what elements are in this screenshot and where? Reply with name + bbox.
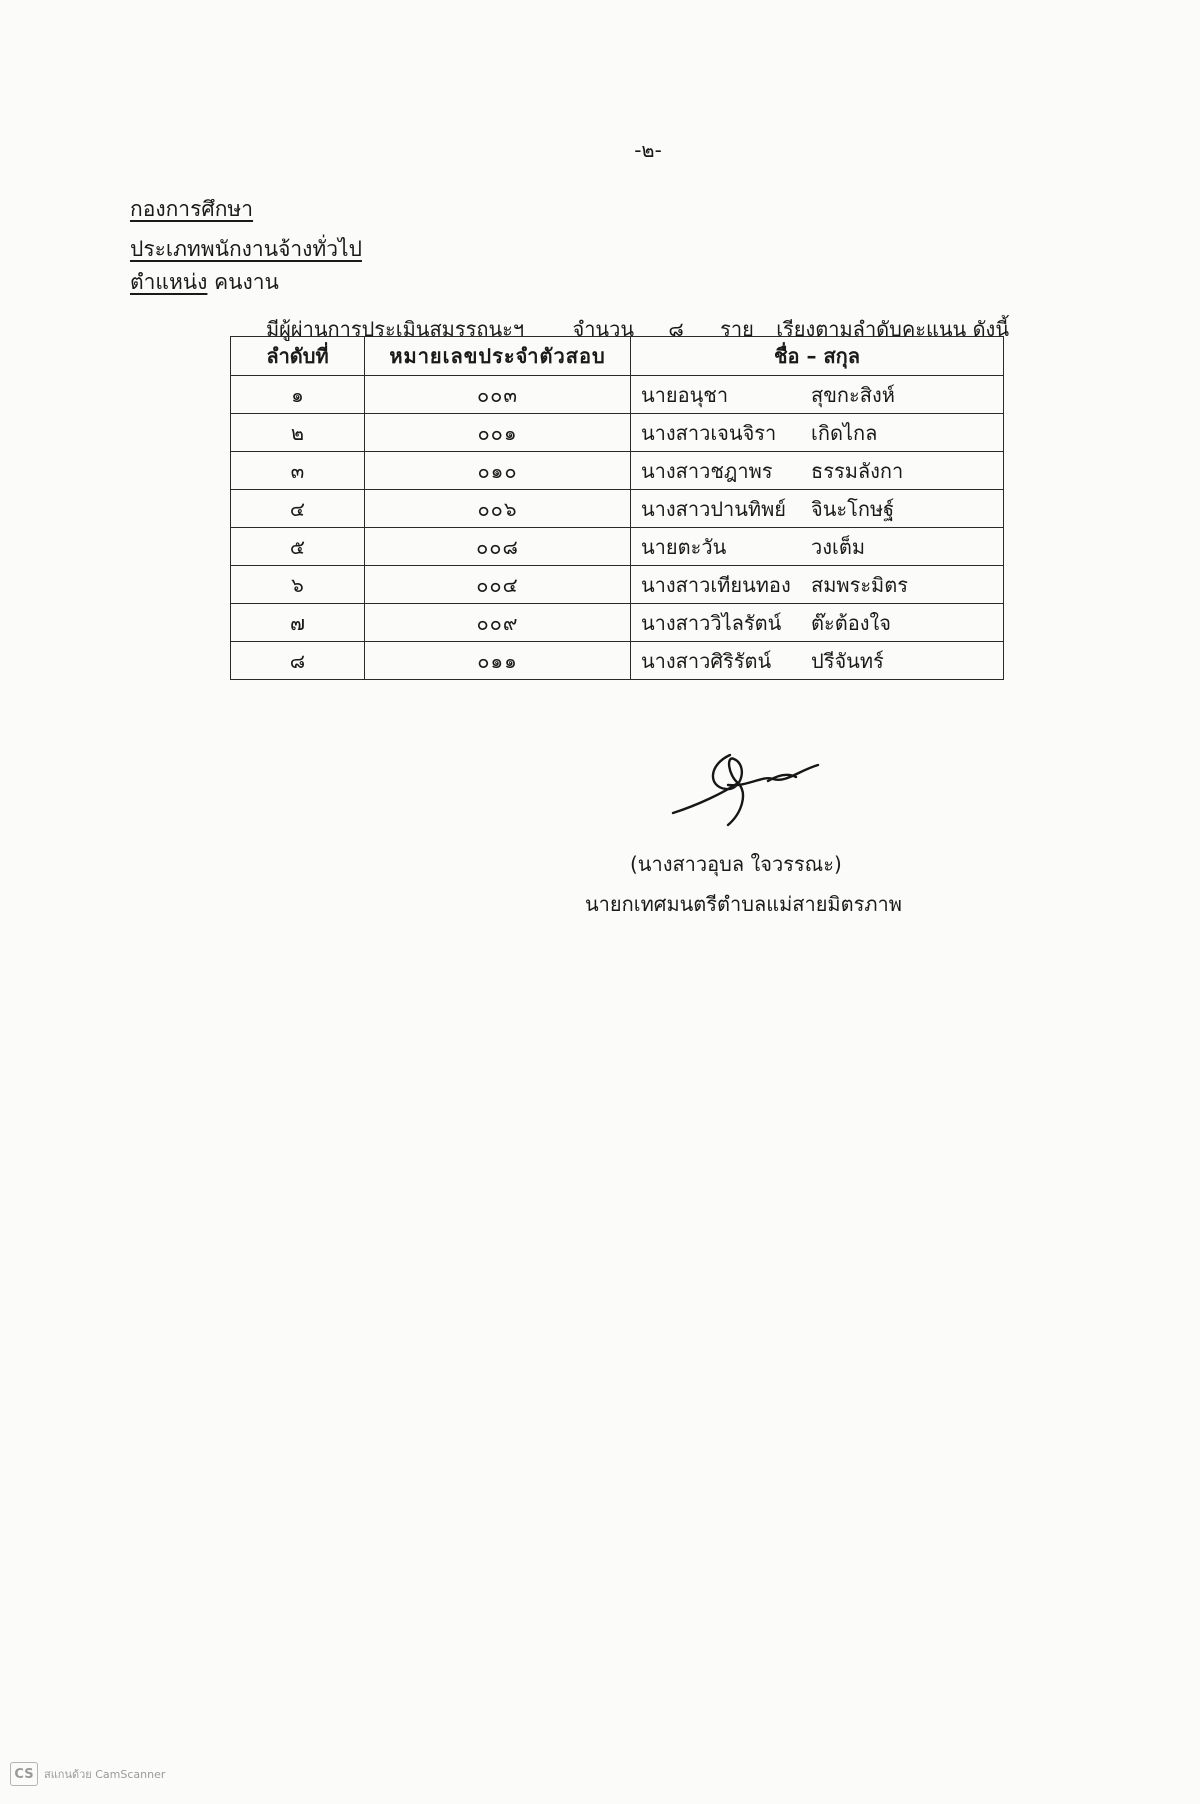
first-name: นายอนุชา [641,382,729,407]
row-exam-no: ๐๑๑ [365,642,631,680]
count-number: ๘ [668,317,684,341]
table-row [231,452,1004,490]
row-name [631,490,1004,528]
row-order: ๑ [231,376,365,414]
first-name: นางสาวศิริรัตน์ [641,648,772,673]
last-name: ต๊ะต้องใจ [811,610,891,635]
count-word: จำนวน [572,317,634,341]
signer-name: (นางสาวอุบล ใจวรรณะ) [630,852,842,876]
table-row [231,566,1004,604]
signer-title: นายกเทศมนตรีตำบลแม่สายมิตรภาพ [585,892,902,916]
position-label: ตำแหน่ง [130,270,208,294]
table-header-row [231,337,1004,376]
row-name [631,528,1004,566]
page-number: -๒- [634,138,662,162]
last-name: จินะโกษฐ์ [811,496,895,521]
row-exam-no: ๐๑๐ [365,452,631,490]
last-name: สุขกะสิงห์ [811,382,895,407]
row-order: ๕ [231,528,365,566]
header-exam-no: หมายเลขประจำตัวสอบ [365,337,631,376]
table-row [231,604,1004,642]
header-order: ลำดับที่ [231,337,365,376]
row-name [631,414,1004,452]
last-name: เกิดไกล [811,420,878,445]
row-order: ๖ [231,566,365,604]
first-name: นางสาวเจนจิรา [641,420,777,445]
first-name: นางสาววิไลรัตน์ [641,610,782,635]
row-order: ๓ [231,452,365,490]
camscanner-logo-icon: CS [10,1762,38,1786]
scanner-watermark [10,1762,165,1786]
last-name: วงเต็ม [811,534,866,559]
row-name [631,642,1004,680]
table-row [231,376,1004,414]
position-value: คนงาน [214,270,279,294]
last-name: สมพระมิตร [811,572,908,597]
row-order: ๘ [231,642,365,680]
row-order: ๗ [231,604,365,642]
row-exam-no: ๐๐๖ [365,490,631,528]
intro-text: มีผู้ผ่านการประเมินสมรรถนะฯ [266,317,525,341]
results-table [230,336,1004,680]
first-name: นางสาวชฎาพร [641,458,773,483]
row-name [631,566,1004,604]
header-name: ชื่อ – สกุล [631,337,1004,376]
count-unit: ราย [720,317,754,341]
table-row [231,490,1004,528]
row-exam-no: ๐๐๑ [365,414,631,452]
first-name: นางสาวเทียนทอง [641,572,791,597]
employment-type-heading: ประเภทพนักงานจ้างทั่วไป [130,237,362,261]
row-order: ๒ [231,414,365,452]
last-name: ปรีจันทร์ [811,648,884,673]
table-row [231,642,1004,680]
row-exam-no: ๐๐๓ [365,376,631,414]
row-name [631,376,1004,414]
watermark-text: สแกนด้วย CamScanner [44,1768,166,1781]
table-row [231,528,1004,566]
first-name: นางสาวปานทิพย์ [641,496,787,521]
signature-icon [668,735,828,835]
last-name: ธรรมลังกา [811,458,904,483]
row-exam-no: ๐๐๔ [365,566,631,604]
row-exam-no: ๐๐๘ [365,528,631,566]
position-line [130,266,279,299]
row-name [631,604,1004,642]
first-name: นายตะวัน [641,534,727,559]
row-name [631,452,1004,490]
row-order: ๔ [231,490,365,528]
sort-text: เรียงตามลำดับคะแนน ดังนี้ [776,317,1009,341]
row-exam-no: ๐๐๙ [365,604,631,642]
table-row [231,414,1004,452]
department-heading: กองการศึกษา [130,197,254,221]
